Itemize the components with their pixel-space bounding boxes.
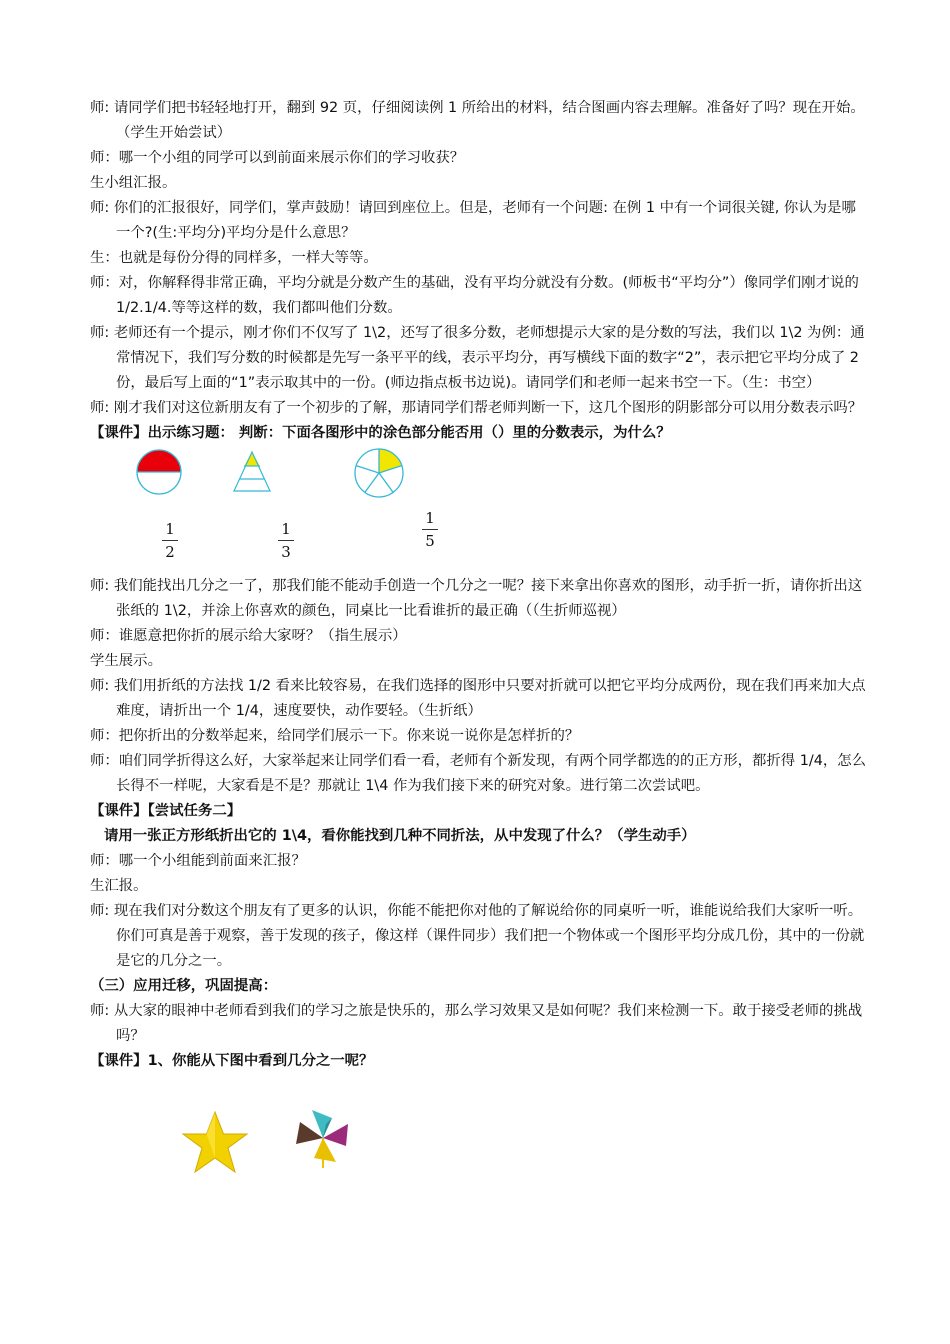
fraction-numerator: 1 <box>165 520 175 538</box>
half-shaded-circle-icon <box>133 446 185 498</box>
paragraph: 师：咱们同学折得这么好，大家举起来让同学们看一看，老师有个新发现，有两个同学都选的的正方形，都折得 1/4，怎么长得不一样呢，大家看是不是？那就让 1\4 作为我们接下来的研究对象。进行第二次尝试吧。 <box>90 753 867 794</box>
paragraph: 师: 现在我们对分数这个朋友有了更多的认识，你能不能把你对他的了解说给你的同桌听一听，谁能说给我们大家听一听。你们可真是善于观察，善于发现的孩子，像这样（课件同步）我们把一个物体或一个图形平均分成几份，其中的一份就是它的几分之一。 <box>90 903 865 969</box>
paragraph: 师: 我们能找出几分之一了，那我们能不能动手创造一个几分之一呢？接下来拿出你喜欢的图形，动手折一折，请你折出这张纸的 1\2，并涂上你喜欢的颜色，同桌比一比看谁折的最正确（（生折师巡视） <box>90 578 863 619</box>
fraction-denominator: 2 <box>165 543 175 561</box>
fraction-numerator: 1 <box>425 509 435 527</box>
paragraph: 生小组汇报。 <box>90 175 177 191</box>
exercise-heading: 【课件】出示练习题： 判断：下面各图形中的涂色部分能否用（）里的分数表示，为什么？ <box>90 425 671 441</box>
final-figures <box>90 1074 870 1174</box>
paragraph: 师：谁愿意把你折的展示给大家呀？（指生展示） <box>90 628 407 644</box>
document-page <box>90 96 870 1174</box>
paragraph: 学生展示。 <box>90 653 162 669</box>
sector-circle-icon <box>352 446 406 500</box>
fraction-label <box>160 521 180 560</box>
star-icon <box>180 1110 250 1176</box>
fraction-label <box>420 510 440 549</box>
shaded-triangle-icon <box>231 450 273 494</box>
paragraph: 师: 从大家的眼神中老师看到我们的学习之旅是快乐的，那么学习效果又是如何呢？我们来检测一下。敢于接受老师的挑战吗？ <box>90 1003 863 1044</box>
final-heading: 【课件】1、你能从下图中看到几分之一呢？ <box>90 1053 374 1069</box>
task2-text: 请用一张正方形纸折出它的 1\4，看你能找到几种不同折法，从中发现了什么？（学生动手） <box>104 828 696 844</box>
paragraph: 生：也就是每份分得的同样多，一样大等等。 <box>90 250 378 266</box>
paragraph: 师：把你折出的分数举起来，给同学们展示一下。你来说一说你是怎样折的？ <box>90 728 580 744</box>
paragraph: 师: 我们用折纸的方法找 1/2 看来比较容易，在我们选择的图形中只要对折就可以把它平均分成两份，现在我们再来加大点难度，请折出一个 1/4，速度要快，动作要轻。（生折纸） <box>90 678 866 719</box>
paragraph: 师: 老师还有一个提示，刚才你们不仅写了 1\2，还写了很多分数，老师想提示大家的是分数的写法，我们以 1\2 为例：通常情况下，我们写分数的时候都是先写一条平平的线，表示平均分，再写横线下面的数字“2”，表示把它平均分成了 2 份，最后写上面的“1”表示取其中的一份。(师边指点板书边说)。请同学们和老师一起来书空一下。（生：书空） <box>90 325 865 391</box>
section-heading: （三）应用迁移，巩固提高： <box>90 978 278 994</box>
fraction-denominator: 3 <box>281 543 291 561</box>
pinwheel-icon <box>290 1104 354 1170</box>
exercise-figures <box>90 446 870 574</box>
fraction-label <box>276 521 296 560</box>
paragraph: 师: 你们的汇报很好，同学们，掌声鼓励！请回到座位上。但是，老师有一个问题: 在例 1 中有一个词很关键, 你认为是哪一个?(生:平均分)平均分是什么意思？ <box>90 200 856 241</box>
paragraph: 师：哪一个小组的同学可以到前面来展示你们的学习收获？ <box>90 150 465 166</box>
fraction-numerator: 1 <box>281 520 291 538</box>
paragraph: 师: 请同学们把书轻轻地打开，翻到 92 页，仔细阅读例 1 所给出的材料，结合图画内容去理解。准备好了吗？现在开始。（学生开始尝试） <box>90 100 865 141</box>
paragraph: 生汇报。 <box>90 878 148 894</box>
paragraph: 师：对，你解释得非常正确，平均分就是分数产生的基础，没有平均分就没有分数。(师板书“平均分”）像同学们刚才说的 1/2.1/4.等等这样的数，我们都叫他们分数。 <box>90 275 859 316</box>
task2-heading: 【课件】【尝试任务二】 <box>90 803 242 819</box>
paragraph: 师: 刚才我们对这位新朋友有了一个初步的了解，那请同学们帮老师判断一下，这几个图形的阴影部分可以用分数表示吗？ <box>90 400 863 416</box>
fraction-denominator: 5 <box>425 532 435 550</box>
paragraph: 师：哪一个小组能到前面来汇报？ <box>90 853 306 869</box>
